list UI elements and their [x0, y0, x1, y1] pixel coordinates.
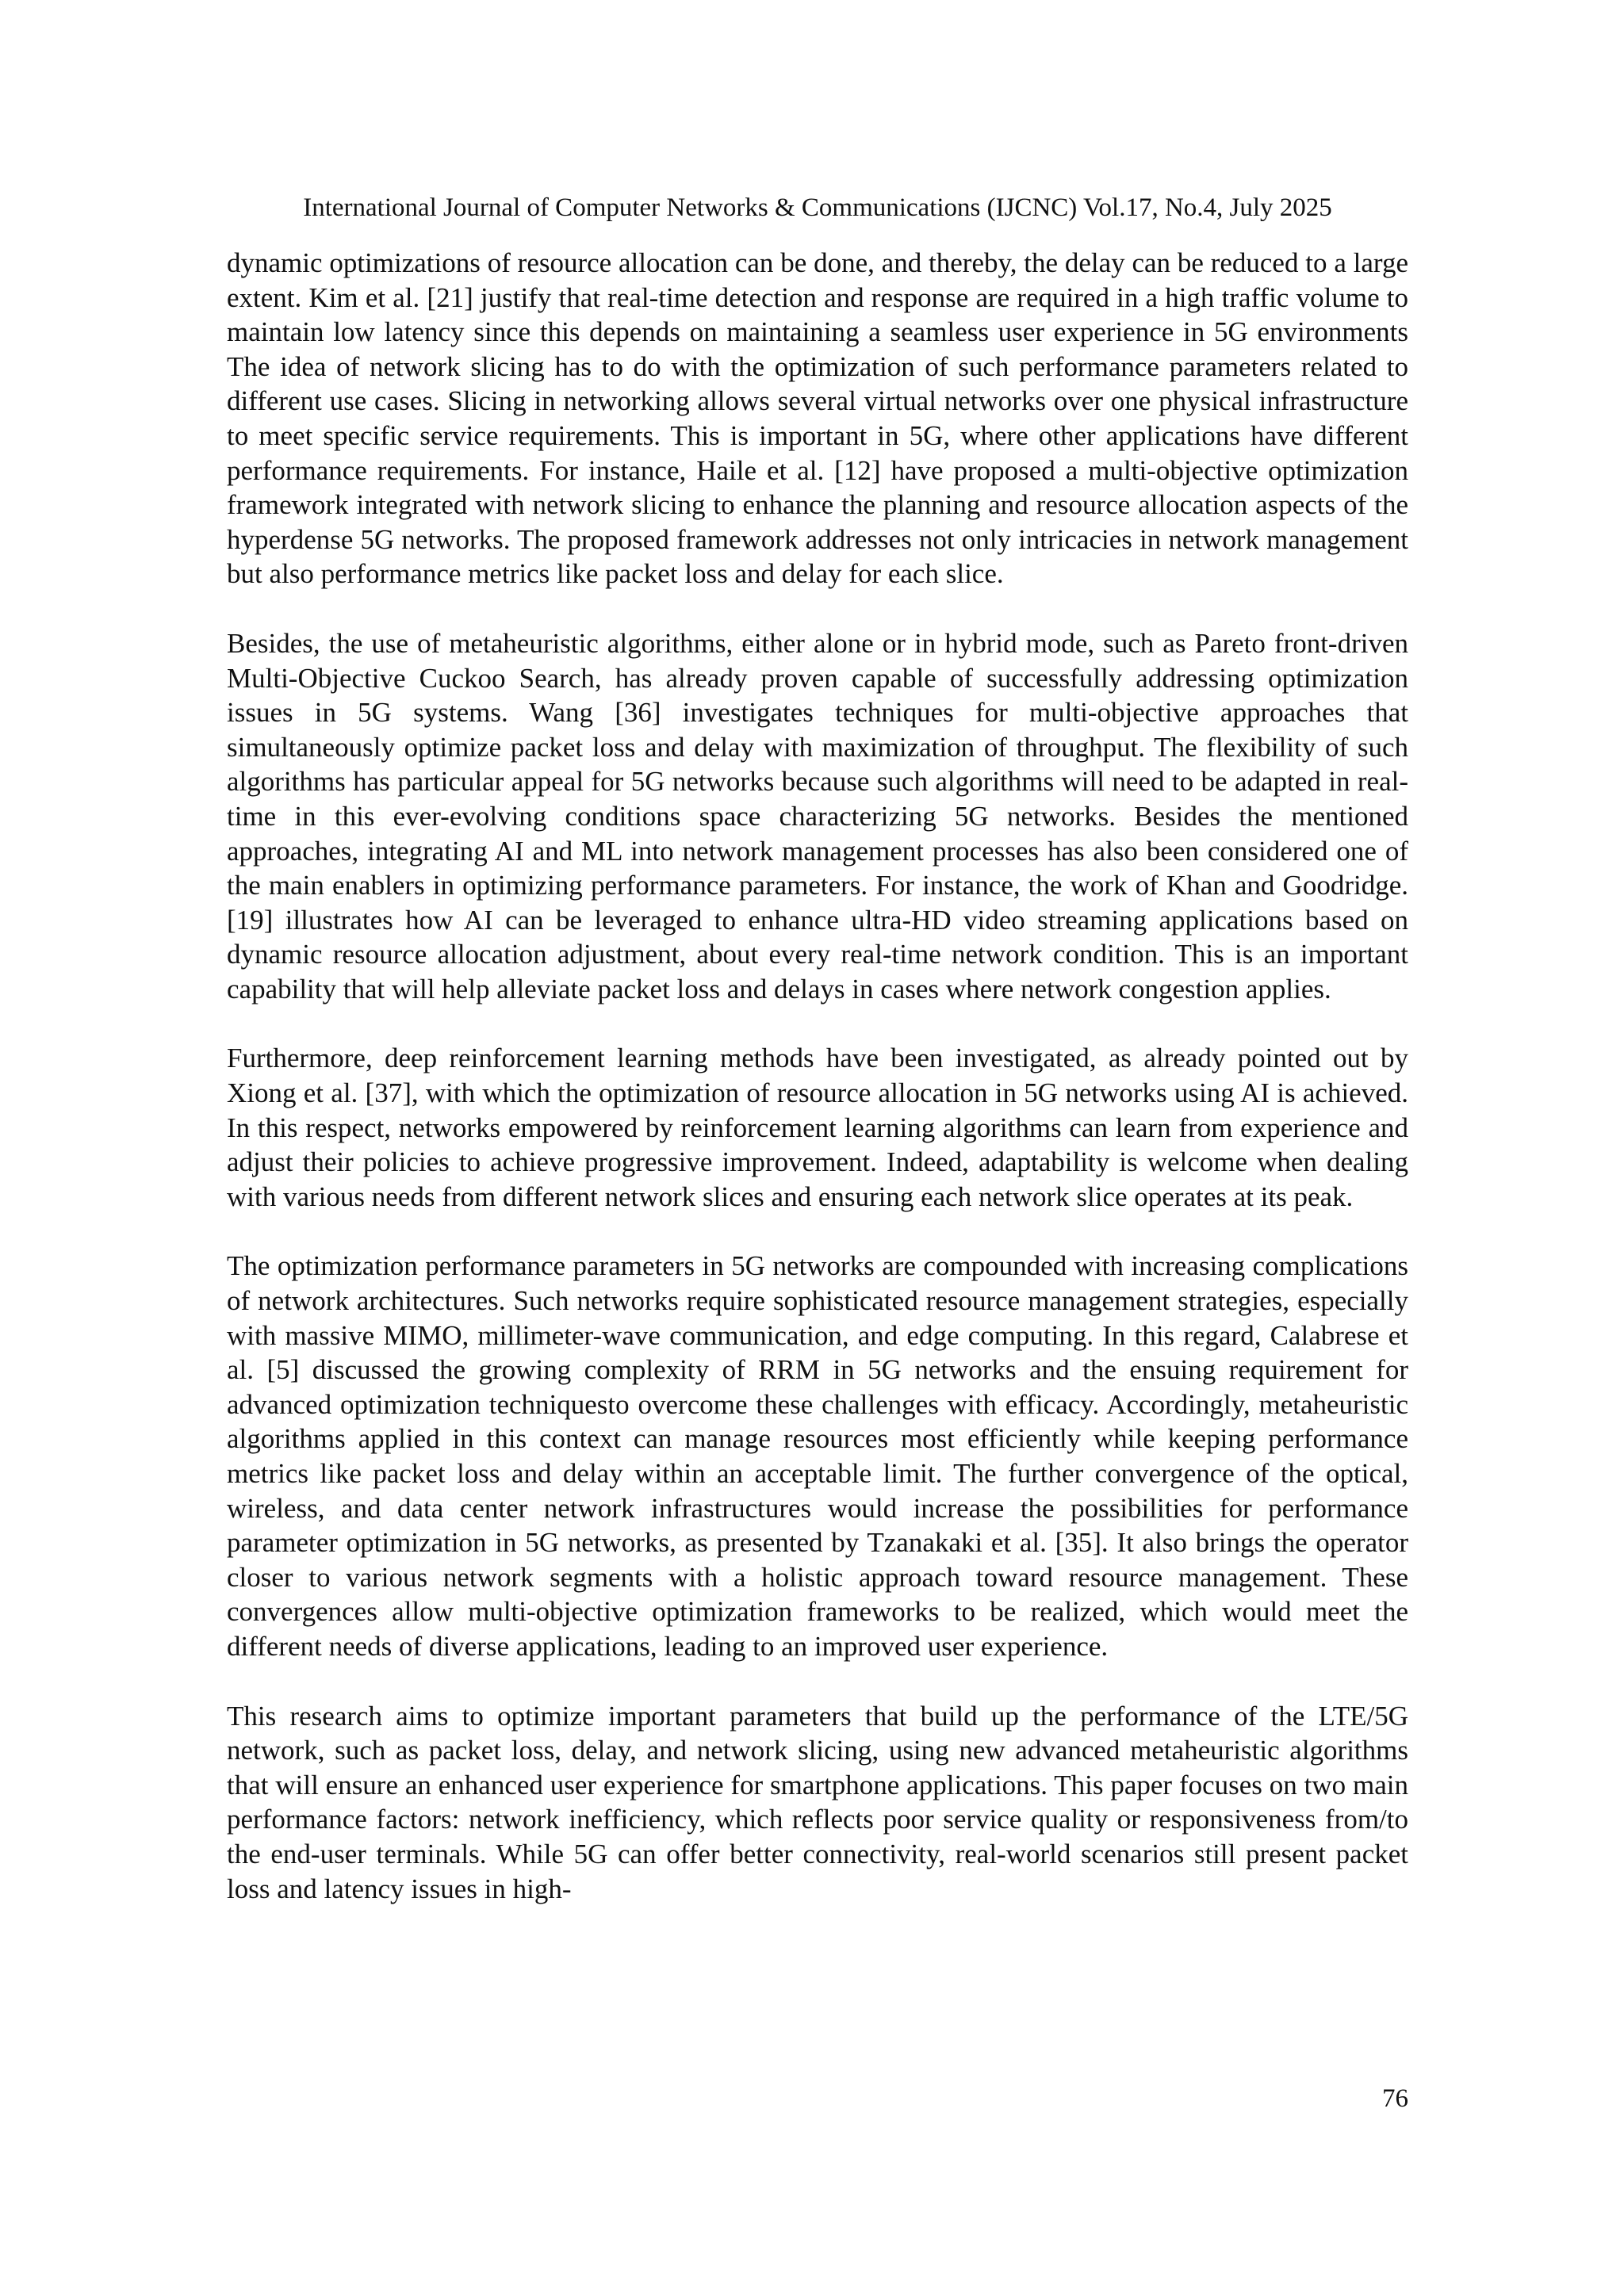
paragraph-1: dynamic optimizations of resource allocation can be done, and thereby, the delay can be reduced to a large extent. Kim et al. [21] justify that real-time detection and response are required in a high traffic volume to maintain low latency since this depends on maintaining a seamless user experience in 5G environments The idea of network slicing has to do with the optimization of such performance parameters related to different use cases. Slicing in networking allows several virtual networks over one physical infrastructure to meet specific service requirements. This is important in 5G, where other applications have different performance requirements. For instance, Haile et al. [12] have proposed a multi-objective optimization framework integrated with network slicing to enhance the planning and resource allocation aspects of the hyperdense 5G networks. The proposed framework addresses not only intricacies in network management but also performance metrics like packet loss and delay for each slice. [227, 247, 1408, 590]
paragraph-5: This research aims to optimize important parameters that build up the performance of the LTE/5G network, such as packet loss, delay, and network slicing, using new advanced metaheuristic algorithms that will ensure an enhanced user experience for smartphone applications. This paper focuses on two main performance factors: network inefficiency, which reflects poor service quality or responsiveness from/to the end-user terminals. While 5G can offer better connectivity, real-world scenarios still present packet loss and latency issues in high- [227, 1700, 1408, 1904]
journal-running-header: International Journal of Computer Networks & Communications (IJCNC) Vol.17, No.4, July 2025 [303, 193, 1332, 222]
page-number: 76 [1382, 2084, 1408, 2113]
paragraph-4: The optimization performance parameters in 5G networks are compounded with increasing complications of network architectures. Such networks require sophisticated resource management strategies, especially with massive MIMO, millimeter-wave communication, and edge computing. In this regard, Calabrese et al. [5] discussed the growing complexity of RRM in 5G networks and the ensuing requirement for advanced optimization techniquesto overcome these challenges with efficacy. Accordingly, metaheuristic algorithms applied in this context can manage resources most efficiently while keeping performance metrics like packet loss and delay within an acceptable limit. The further convergence of the optical, wireless, and data center network infrastructures would increase the possibilities for performance parameter optimization in 5G networks, as presented by Tzanakaki et al. [35]. It also brings the operator closer to various network segments with a holistic approach toward resource management. These convergences allow multi-objective optimization frameworks to be realized, which would meet the different needs of diverse applications, leading to an improved user experience. [227, 1250, 1408, 1662]
body-text [227, 246, 1408, 1906]
paragraph-2: Besides, the use of metaheuristic algorithms, either alone or in hybrid mode, such as Pareto front-driven Multi-Objective Cuckoo Search, has already proven capable of successfully addressing optimization issues in 5G systems. Wang [36] investigates techniques for multi-objective approaches that simultaneously optimize packet loss and delay with maximization of throughput. The flexibility of such algorithms has particular appeal for 5G networks because such algorithms will need to be adapted in real-time in this ever-evolving conditions space characterizing 5G networks. Besides the mentioned approaches, integrating AI and ML into network management processes has also been considered one of the main enablers in optimizing performance parameters. For instance, the work of Khan and Goodridge. [19] illustrates how AI can be leveraged to enhance ultra-HD video streaming applications based on dynamic resource allocation adjustment, about every real-time network condition. This is an important capability that will help alleviate packet loss and delays in cases where network congestion applies. [227, 627, 1408, 1004]
paragraph-3: Furthermore, deep reinforcement learning methods have been investigated, as already pointed out by Xiong et al. [37], with which the optimization of resource allocation in 5G networks using AI is achieved. In this respect, networks empowered by reinforcement learning algorithms can learn from experience and adjust their policies to achieve progressive improvement. Indeed, adaptability is welcome when dealing with various needs from different network slices and ensuring each network slice operates at its peak. [227, 1043, 1408, 1212]
